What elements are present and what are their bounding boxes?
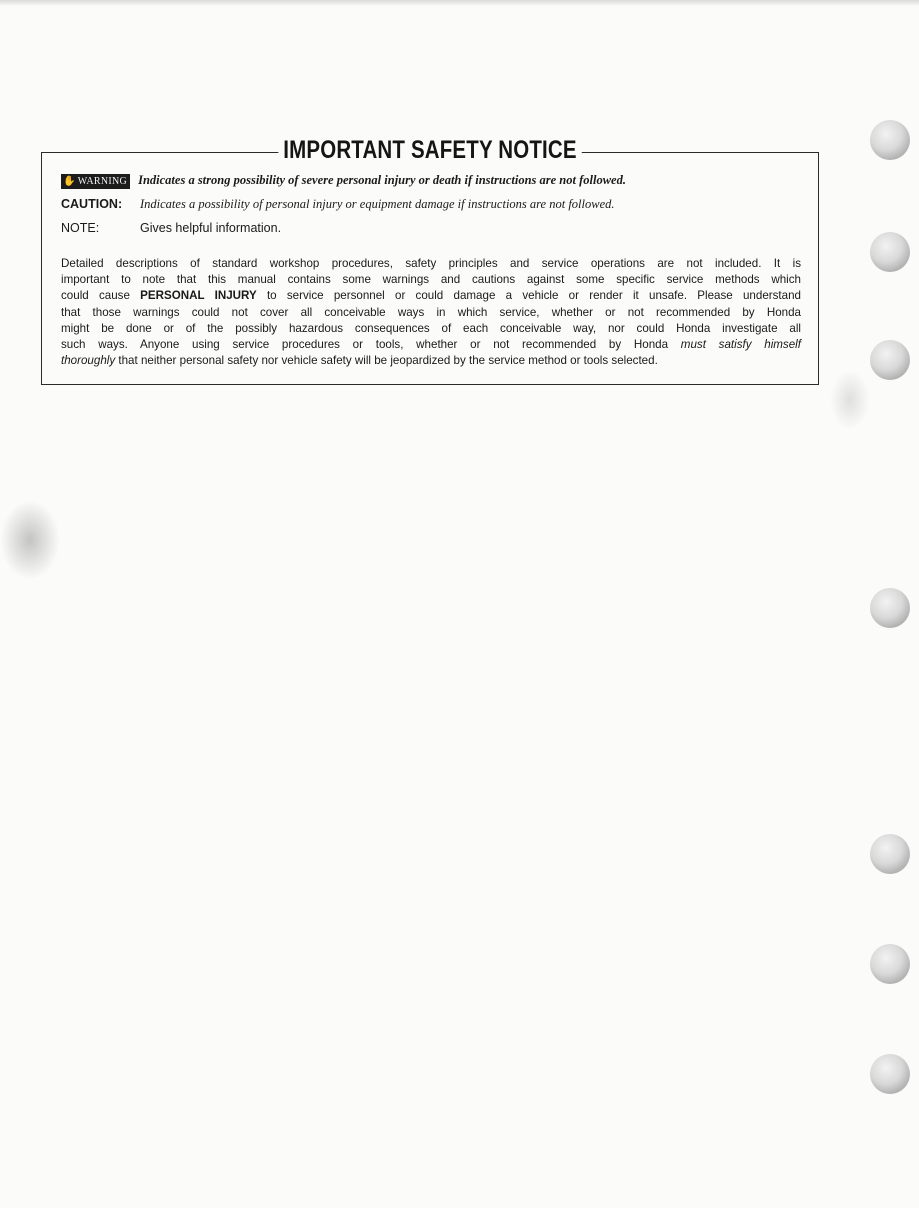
warning-badge bbox=[61, 174, 130, 189]
punch-hole-icon bbox=[870, 944, 910, 984]
note-description: Gives helpful information. bbox=[140, 221, 282, 235]
body-line: that those warnings could not cover all conceivable ways in which service, whether or not recommended by Honda bbox=[61, 305, 801, 319]
notice-body-paragraph bbox=[61, 256, 801, 369]
note-label: NOTE: bbox=[61, 221, 100, 235]
body-italic: must satisfy himself bbox=[680, 338, 801, 352]
body-line bbox=[61, 353, 801, 369]
page-smudge bbox=[830, 370, 870, 430]
body-emphasis: PERSONAL INJURY bbox=[140, 289, 257, 303]
body-italic: thoroughly bbox=[61, 354, 116, 368]
body-line: Detailed descriptions of standard workshop procedures, safety principles and service operations are not included. It is bbox=[61, 257, 801, 270]
punch-hole-icon bbox=[870, 834, 910, 874]
warning-row bbox=[61, 173, 626, 189]
punch-hole-icon bbox=[870, 1054, 910, 1094]
warning-hand-icon: ✋ bbox=[63, 176, 76, 187]
notice-title: IMPORTANT SAFETY NOTICE bbox=[278, 135, 581, 165]
caution-row bbox=[61, 197, 615, 212]
note-row bbox=[61, 221, 281, 235]
body-text: that neither personal safety nor vehicle safety will be jeopardized by the service method or tools selected. bbox=[118, 354, 658, 368]
punch-hole-icon bbox=[870, 120, 910, 160]
warning-badge-label: WARNING bbox=[77, 176, 128, 187]
body-line: might be done or of the possibly hazardous consequences of each conceivable way, nor could Honda investigate all bbox=[61, 321, 801, 335]
body-text: to service personnel or could damage a vehicle or render it unsafe. Please understand bbox=[266, 289, 801, 303]
body-line bbox=[61, 288, 801, 304]
page-smudge bbox=[0, 500, 60, 580]
body-text: could cause bbox=[61, 289, 130, 303]
warning-description: Indicates a strong possibility of severe personal injury or death if instructions are not followed. bbox=[138, 173, 626, 187]
body-line: important to note that this manual contains some warnings and cautions against some specific service methods which bbox=[61, 273, 801, 287]
caution-description: Indicates a possibility of personal injury or equipment damage if instructions are not followed. bbox=[140, 197, 615, 211]
caution-label: CAUTION: bbox=[61, 197, 123, 211]
safety-notice-box bbox=[41, 136, 819, 385]
punch-hole-icon bbox=[870, 232, 910, 272]
punch-hole-icon bbox=[870, 340, 910, 380]
page-top-edge bbox=[0, 0, 919, 6]
punch-hole-icon bbox=[870, 588, 910, 628]
body-line bbox=[61, 337, 801, 353]
body-text: such ways. Anyone using service procedures or tools, whether or not recommended by Honda bbox=[61, 338, 669, 352]
